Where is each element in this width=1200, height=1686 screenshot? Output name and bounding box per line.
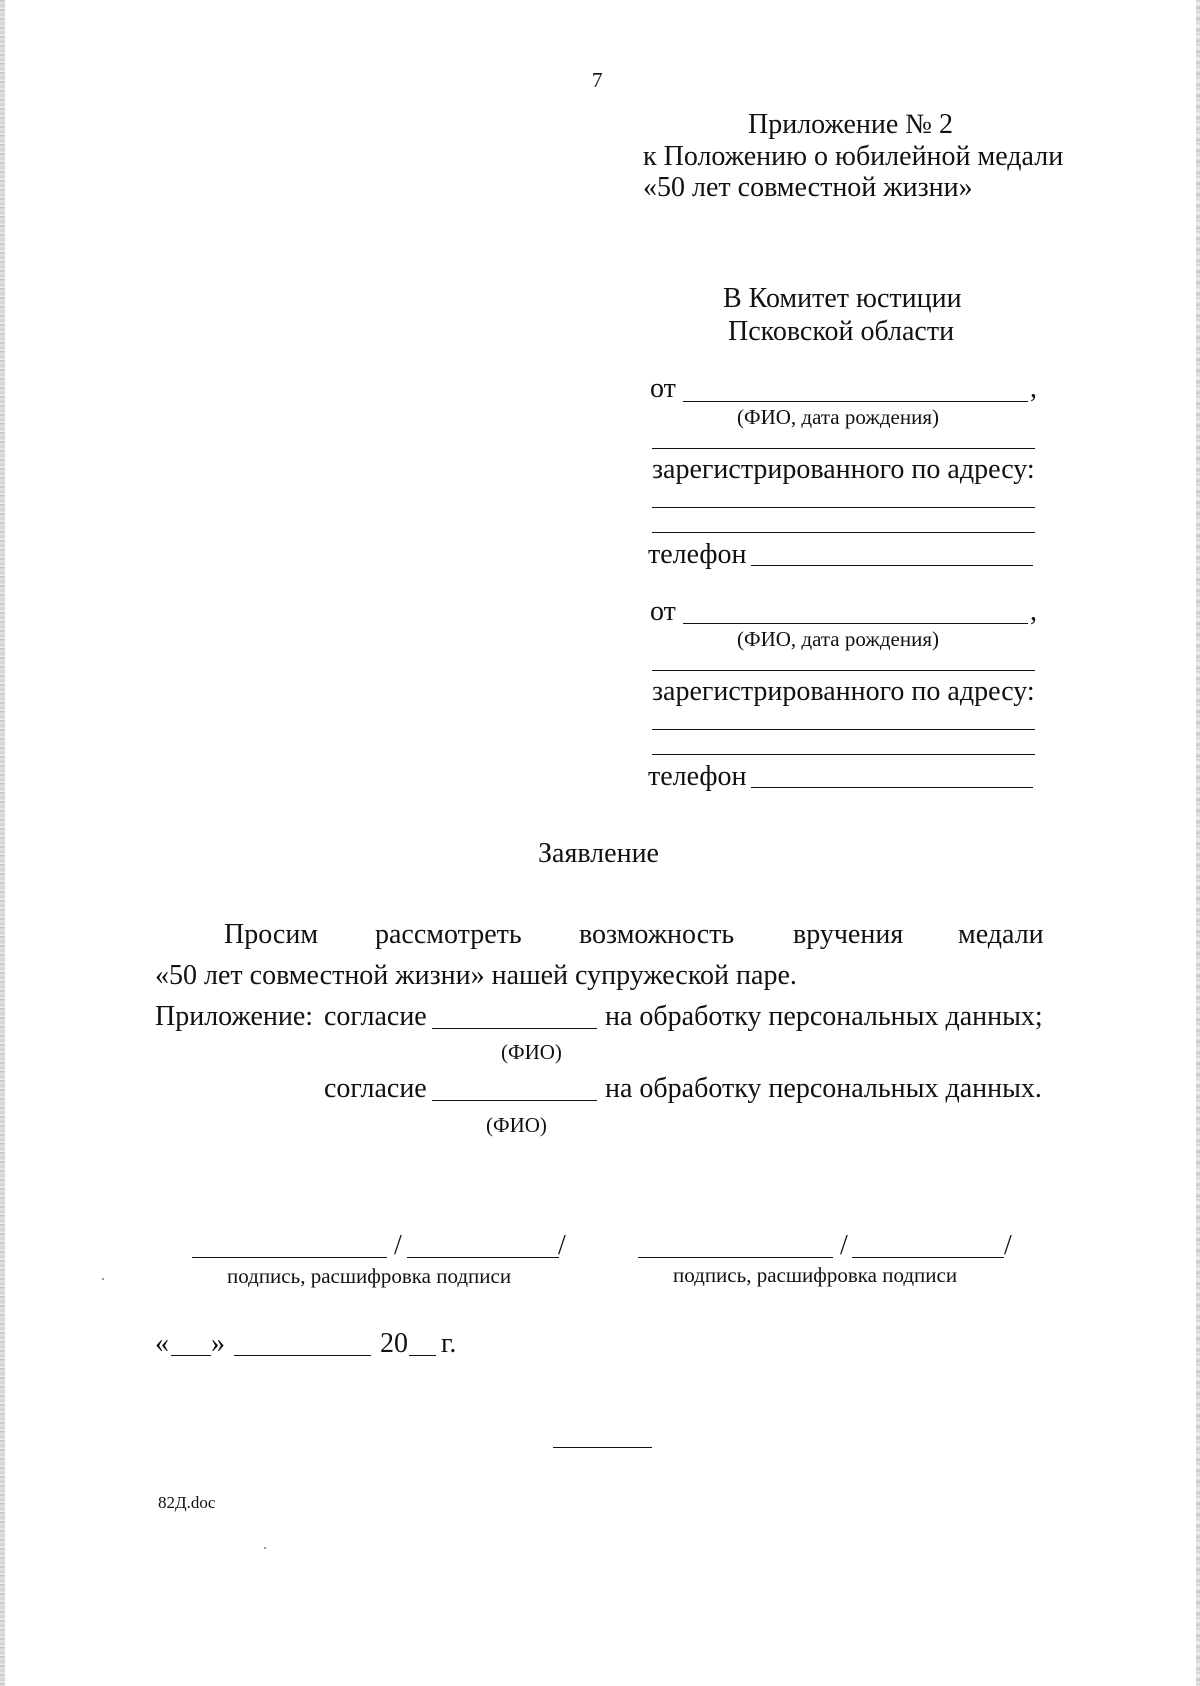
signature-caption: подпись, расшифровка подписи xyxy=(227,1264,512,1288)
date-close-quote: » xyxy=(211,1328,225,1359)
applicant-name-field[interactable] xyxy=(683,623,1028,624)
year-suffix: г. xyxy=(441,1328,457,1359)
comma: , xyxy=(1030,596,1037,627)
consent-word: согласие xyxy=(324,1001,427,1032)
signature-field[interactable] xyxy=(638,1257,833,1258)
attachment-label: Приложение: xyxy=(155,1001,314,1032)
addressee-line-1: В Комитет юстиции xyxy=(723,283,962,314)
phone-label: телефон xyxy=(648,539,747,570)
phone-field[interactable] xyxy=(751,565,1033,566)
body-word: вручения xyxy=(793,919,904,950)
consent-tail: на обработку персональных данных. xyxy=(605,1073,1042,1104)
year-prefix: 20 xyxy=(380,1328,408,1359)
address-field-line-1[interactable] xyxy=(652,507,1035,508)
footer-file-name: 82Д.doc xyxy=(158,1493,216,1512)
phone-label: телефон xyxy=(648,761,747,792)
from-label: от xyxy=(650,373,676,404)
scan-speck xyxy=(264,1547,266,1549)
phone-field[interactable] xyxy=(751,787,1033,788)
signature-caption: подпись, расшифровка подписи xyxy=(673,1263,958,1287)
comma: , xyxy=(1030,373,1037,404)
signature-separator: / xyxy=(394,1230,402,1261)
address-label: зарегистрированного по адресу: xyxy=(652,454,1035,485)
consent-word: согласие xyxy=(324,1073,427,1104)
fio-hint: (ФИО) xyxy=(501,1040,562,1064)
appendix-title: Приложение № 2 xyxy=(748,109,953,140)
address-field-line-2[interactable] xyxy=(652,754,1035,755)
applicant-name-field[interactable] xyxy=(683,401,1028,402)
closing-divider xyxy=(553,1447,652,1448)
statement-title: Заявление xyxy=(538,838,659,869)
from-label: от xyxy=(650,596,676,627)
appendix-reference: к Положению о юбилейной медали xyxy=(643,141,1064,172)
consent-fio-field-1[interactable] xyxy=(432,1028,597,1029)
fio-hint: (ФИО) xyxy=(486,1113,547,1137)
signature-field[interactable] xyxy=(192,1257,387,1258)
body-line-2: «50 лет совместной жизни» нашей супружеской паре. xyxy=(155,960,797,991)
body-word: Просим xyxy=(224,919,319,950)
consent-fio-field-2[interactable] xyxy=(432,1100,597,1101)
applicant-name-field-continued[interactable] xyxy=(652,448,1035,449)
consent-tail: на обработку персональных данных; xyxy=(605,1001,1043,1032)
scan-edge-right xyxy=(1196,0,1200,1686)
address-field-line-1[interactable] xyxy=(652,729,1035,730)
scan-speck xyxy=(102,1278,104,1280)
day-field[interactable] xyxy=(171,1355,211,1356)
signature-name-field[interactable] xyxy=(407,1257,559,1258)
name-hint: (ФИО, дата рождения) xyxy=(737,405,940,429)
signature-separator: / xyxy=(1004,1230,1012,1261)
signature-separator: / xyxy=(840,1230,848,1261)
addressee-line-2: Псковской области xyxy=(728,316,955,347)
address-field-line-2[interactable] xyxy=(652,532,1035,533)
body-word: возможность xyxy=(579,919,735,950)
applicant-name-field-continued[interactable] xyxy=(652,670,1035,671)
name-hint: (ФИО, дата рождения) xyxy=(737,627,940,651)
year-field[interactable] xyxy=(409,1355,436,1356)
appendix-medal-name: «50 лет совместной жизни» xyxy=(643,172,973,203)
page-number: 7 xyxy=(592,68,603,92)
signature-separator: / xyxy=(558,1230,566,1261)
signature-name-field[interactable] xyxy=(852,1257,1004,1258)
body-word: рассмотреть xyxy=(375,919,522,950)
address-label: зарегистрированного по адресу: xyxy=(652,676,1035,707)
body-word: медали xyxy=(958,919,1044,950)
scan-edge-left xyxy=(0,0,5,1686)
month-field[interactable] xyxy=(234,1355,371,1356)
date-open-quote: « xyxy=(155,1328,169,1359)
